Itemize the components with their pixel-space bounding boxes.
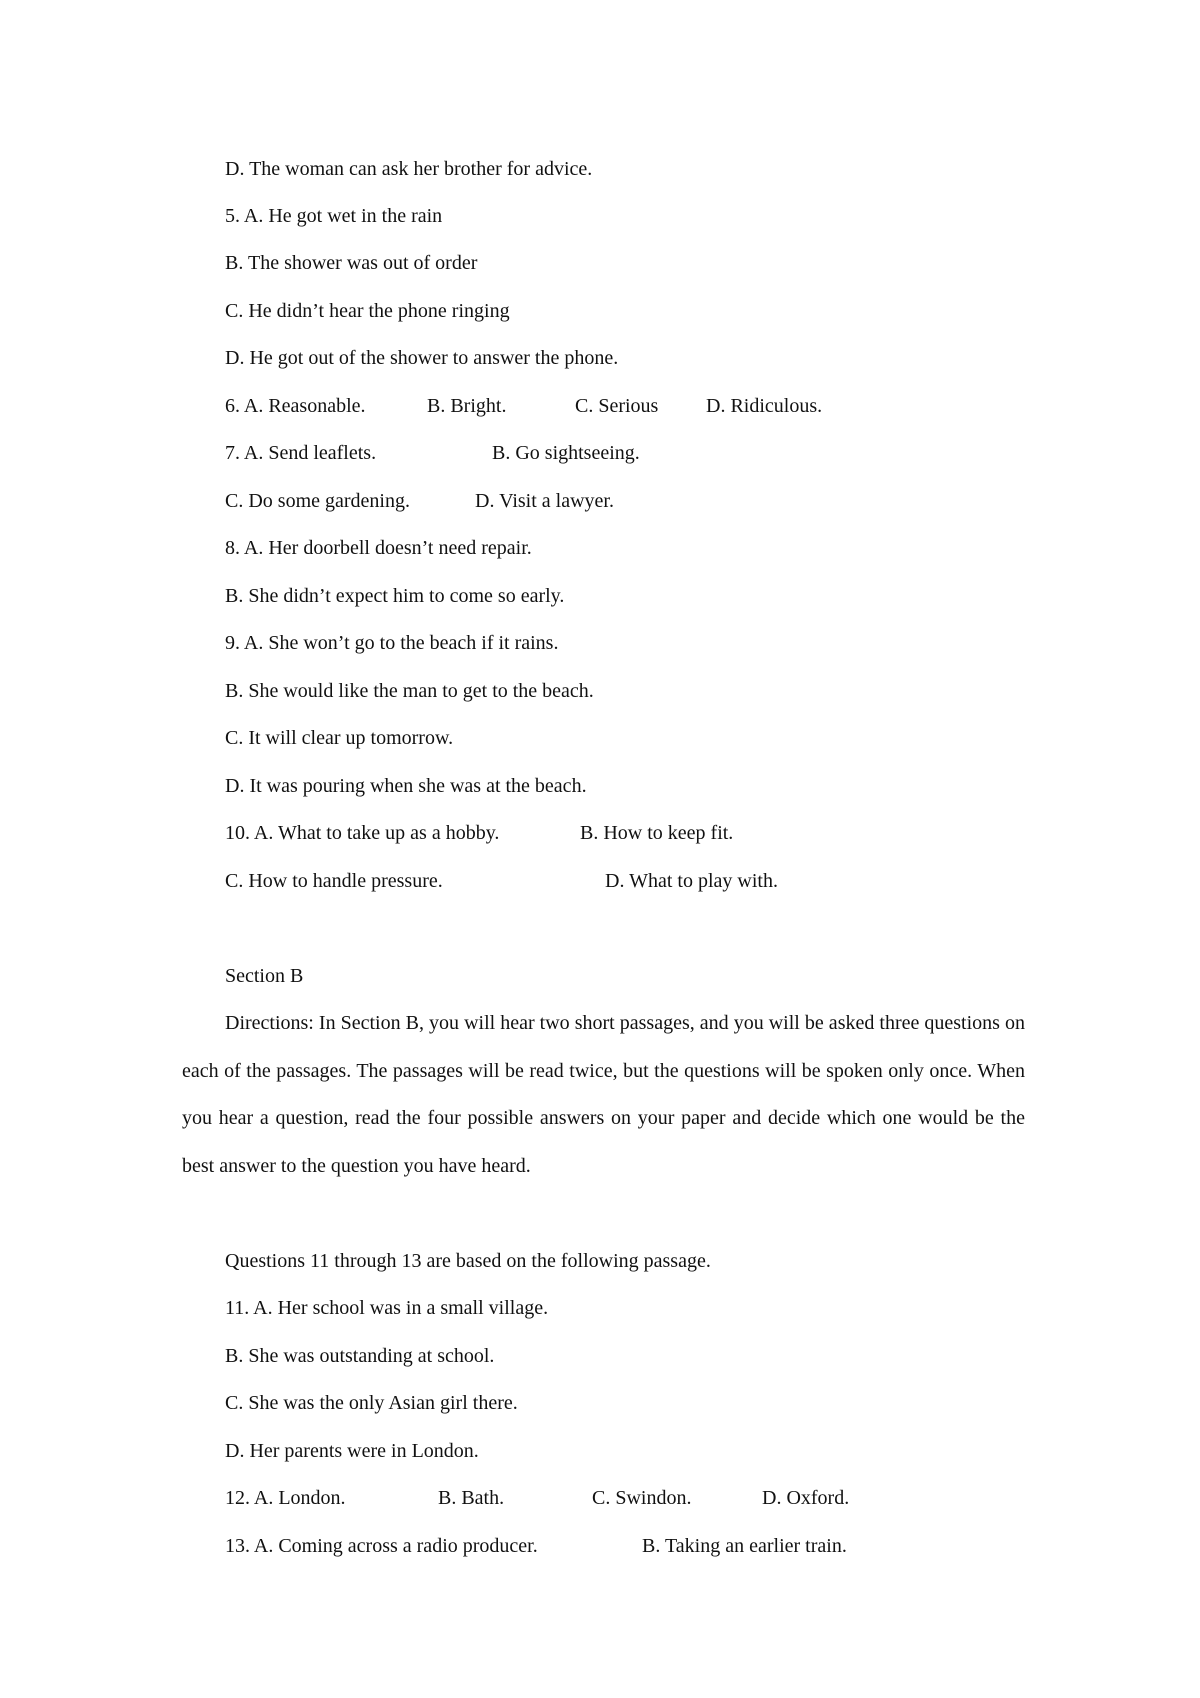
- q5-option-c: C. He didn’t hear the phone ringing: [225, 300, 510, 322]
- q9-option-a: 9. A. She won’t go to the beach if it rains.: [225, 632, 559, 654]
- passage-intro: Questions 11 through 13 are based on the following passage.: [225, 1250, 711, 1272]
- q12-option-b: B. Bath.: [438, 1487, 505, 1509]
- q12-option-a: 12. A. London.: [225, 1487, 346, 1509]
- q7-option-d: D. Visit a lawyer.: [475, 490, 614, 512]
- section-b-heading: Section B: [225, 965, 304, 987]
- q9-option-b: B. She would like the man to get to the beach.: [225, 680, 594, 702]
- q7-option-a: 7. A. Send leaflets.: [225, 442, 377, 464]
- q6-option-b: B. Bright.: [427, 395, 507, 417]
- q11-option-c: C. She was the only Asian girl there.: [225, 1392, 518, 1414]
- q10-option-c: C. How to handle pressure.: [225, 870, 443, 892]
- q6-option-d: D. Ridiculous.: [706, 395, 823, 417]
- q10-option-a: 10. A. What to take up as a hobby.: [225, 822, 500, 844]
- q6-option-c: C. Serious: [575, 395, 659, 417]
- q12-option-c: C. Swindon.: [592, 1487, 692, 1509]
- q7-option-b: B. Go sightseeing.: [492, 442, 640, 464]
- q8-option-b: B. She didn’t expect him to come so early.: [225, 585, 565, 607]
- q4-option-d: D. The woman can ask her brother for advice.: [225, 158, 593, 180]
- q5-option-a: 5. A. He got wet in the rain: [225, 205, 443, 227]
- q5-option-d: D. He got out of the shower to answer the phone.: [225, 347, 619, 369]
- q13-option-b: B. Taking an earlier train.: [642, 1535, 847, 1557]
- q13-option-a: 13. A. Coming across a radio producer.: [225, 1535, 538, 1557]
- q12-option-d: D. Oxford.: [762, 1487, 850, 1509]
- q10-option-b: B. How to keep fit.: [580, 822, 734, 844]
- q10-option-d: D. What to play with.: [605, 870, 778, 892]
- q9-option-c: C. It will clear up tomorrow.: [225, 727, 454, 749]
- q9-option-d: D. It was pouring when she was at the beach.: [225, 775, 587, 797]
- q5-option-b: B. The shower was out of order: [225, 252, 478, 274]
- q6-option-a: 6. A. Reasonable.: [225, 395, 366, 417]
- q7-option-c: C. Do some gardening.: [225, 490, 410, 512]
- q11-option-d: D. Her parents were in London.: [225, 1440, 479, 1462]
- q11-option-a: 11. A. Her school was in a small village.: [225, 1297, 549, 1319]
- q8-option-a: 8. A. Her doorbell doesn’t need repair.: [225, 537, 532, 559]
- section-b-directions: Directions: In Section B, you will hear two short passages, and you will be asked three questions on each of the passages. The passages will be read twice, but the questions will be spoken only once. When you hear a question, read the four possible answers on your paper and decide which one would be the best answer to the question you have heard.: [182, 1012, 1025, 1177]
- q11-option-b: B. She was outstanding at school.: [225, 1345, 495, 1367]
